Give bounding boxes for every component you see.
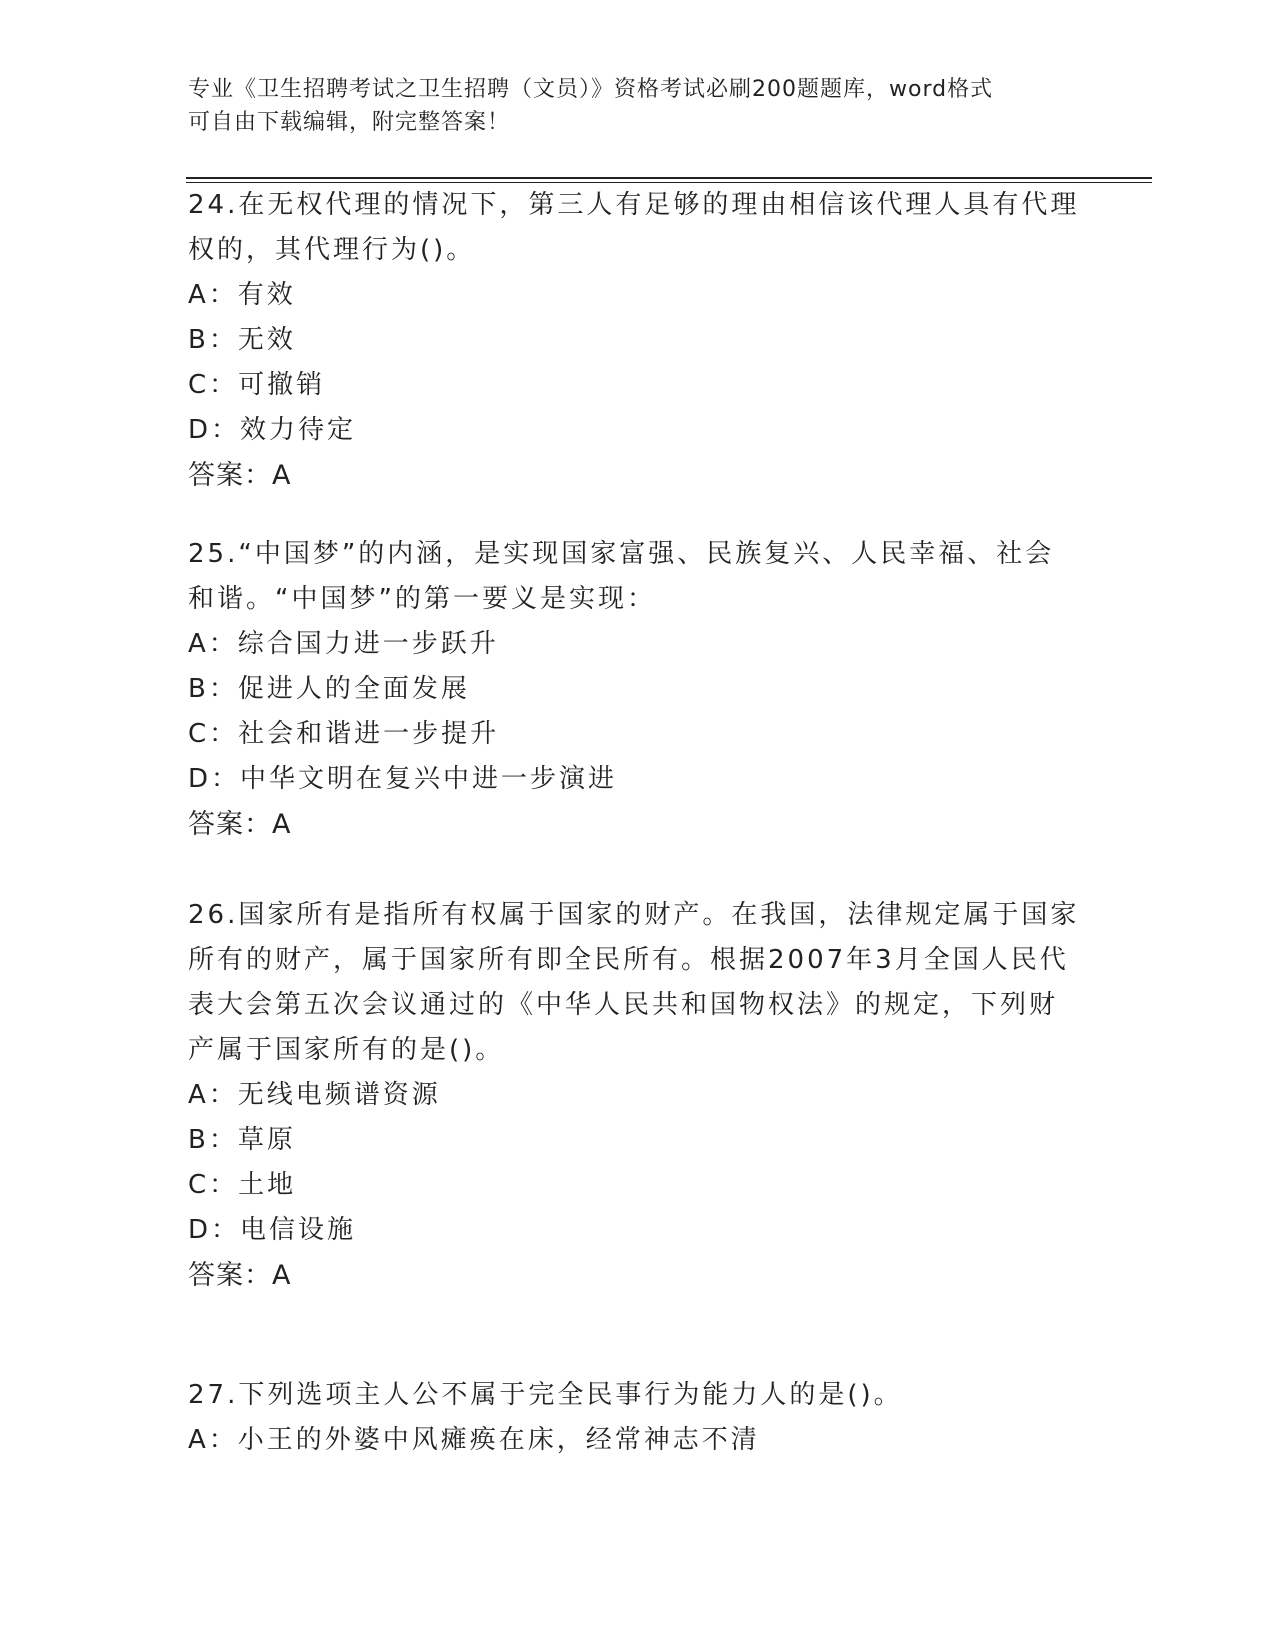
question-text-line: 27.下列选项主人公不属于完全民事行为能力人的是()。 <box>188 1380 903 1410</box>
document-header <box>188 73 1088 139</box>
question-text-line: 权的，其代理行为()。 <box>188 235 476 265</box>
option-d: D：中华文明在复兴中进一步演进 <box>188 764 618 794</box>
question-text-line: 产属于国家所有的是()。 <box>188 1035 505 1065</box>
option-c: C：土地 <box>188 1170 297 1200</box>
answer-label: 答案：A <box>188 809 292 840</box>
option-b: B：促进人的全面发展 <box>188 674 470 704</box>
question-text-line: 26.国家所有是指所有权属于国家的财产。在我国，法律规定属于国家 <box>188 900 1080 930</box>
option-a: A：有效 <box>188 280 296 310</box>
question-26 <box>188 893 1088 1298</box>
header-line-2: 可自由下载编辑，附完整答案！ <box>188 110 511 135</box>
header-line-1: 专业《卫生招聘考试之卫生招聘（文员）》资格考试必刷200题题库，word格式 <box>188 77 994 102</box>
question-text-line: 所有的财产，属于国家所有即全民所有。根据2007年3月全国人民代 <box>188 945 1069 975</box>
question-25 <box>188 532 1088 847</box>
question-24 <box>188 183 1088 498</box>
option-d: D：效力待定 <box>188 415 357 445</box>
answer-label: 答案：A <box>188 460 292 491</box>
option-a: A：小王的外婆中风瘫痪在床，经常神志不清 <box>188 1425 760 1455</box>
question-text-line: 和谐。“中国梦”的第一要义是实现： <box>188 584 656 614</box>
question-27 <box>188 1373 1088 1463</box>
question-text-line: 25.“中国梦”的内涵，是实现国家富强、民族复兴、人民幸福、社会 <box>188 539 1055 569</box>
answer-label: 答案：A <box>188 1260 292 1291</box>
option-d: D：电信设施 <box>188 1215 357 1245</box>
header-divider-thick <box>186 177 1152 179</box>
option-a: A：无线电频谱资源 <box>188 1080 441 1110</box>
option-c: C：社会和谐进一步提升 <box>188 719 500 749</box>
question-text-line: 表大会第五次会议通过的《中华人民共和国物权法》的规定，下列财 <box>188 990 1059 1020</box>
option-a: A：综合国力进一步跃升 <box>188 629 499 659</box>
option-c: C：可撤销 <box>188 370 326 400</box>
option-b: B：草原 <box>188 1125 296 1155</box>
option-b: B：无效 <box>188 325 296 355</box>
question-text-line: 24.在无权代理的情况下，第三人有足够的理由相信该代理人具有代理 <box>188 190 1080 220</box>
